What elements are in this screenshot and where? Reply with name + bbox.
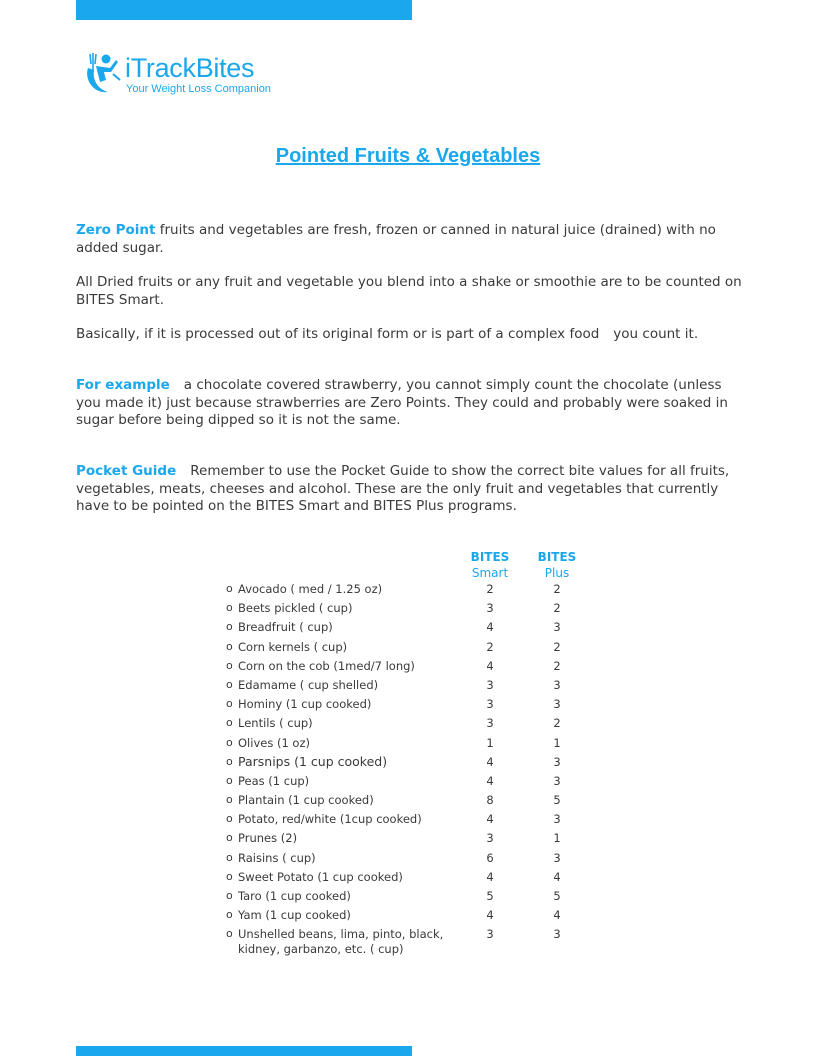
food-name: Yam (1 cup cooked) [238, 908, 351, 923]
pocket-guide-label: Pocket Guide [76, 463, 177, 479]
list-item [226, 772, 586, 791]
list-item [226, 829, 586, 848]
food-name: Edamame ( cup shelled) [238, 677, 379, 692]
bites-smart-value: 4 [486, 754, 494, 769]
list-bullet: o [226, 677, 233, 691]
food-name: Prunes (2) [238, 831, 298, 846]
list-item [226, 580, 586, 599]
bites-smart-value: 4 [486, 869, 494, 884]
zero-point-paragraph [76, 222, 746, 257]
bites-plus-value: 3 [553, 620, 561, 635]
example-label: For example [76, 377, 170, 393]
list-bullet: o [226, 831, 233, 845]
zero-point-text: fruits and vegetables are fresh, frozen or canned in natural juice (drained) with no added sugar. [76, 222, 716, 256]
list-item [226, 676, 586, 695]
food-name: Peas (1 cup) [238, 773, 310, 788]
bites-smart-value: 1 [486, 735, 494, 750]
list-item [226, 657, 586, 676]
bites-plus-value: 3 [553, 773, 561, 788]
bites-plus-value: 2 [553, 658, 561, 673]
list-item [226, 925, 586, 959]
food-name: Corn on the cob (1med/7 long) [238, 658, 415, 673]
bites-plus-value: 1 [553, 735, 561, 750]
list-item [226, 849, 586, 868]
list-item [226, 753, 586, 772]
bites-smart-value: 6 [486, 850, 494, 865]
food-name: Parsnips (1 cup cooked) [238, 753, 388, 769]
list-item [226, 734, 586, 753]
column-header-smart [460, 549, 520, 581]
list-item [226, 599, 586, 618]
bites-plus-value: 3 [553, 677, 561, 692]
list-item [226, 791, 586, 810]
bites-plus-value: 3 [553, 697, 561, 712]
bites-plus-value: 4 [553, 869, 561, 884]
bites-smart-value: 3 [486, 927, 494, 942]
bottom-accent-bar [76, 1046, 412, 1056]
food-name: Raisins ( cup) [238, 850, 316, 865]
list-bullet: o [226, 620, 233, 634]
bites-plus-value: 5 [553, 889, 561, 903]
zero-point-label: Zero Point [76, 222, 156, 238]
bites-plus-value: 3 [553, 812, 561, 827]
bites-smart-value: 3 [486, 601, 494, 616]
list-bullet: o [226, 889, 233, 902]
bites-smart-value: 8 [486, 793, 494, 808]
bites-smart-value: 5 [486, 889, 494, 903]
brand-tagline: Your Weight Loss Companion [126, 83, 271, 95]
food-name: Corn kernels ( cup) [238, 639, 348, 654]
list-bullet: o [226, 735, 233, 749]
bites-plus-value: 3 [553, 754, 561, 769]
pocket-guide-text: Remember to use the Pocket Guide to show the correct bite values for all fruits, vegetables, meats, cheeses and alcohol. These are the only fruit and vegetables that currently have to be pointed on the BITES Smart and BITES Plus programs. [76, 463, 730, 514]
list-bullet: o [226, 716, 233, 730]
bites-smart-value: 4 [486, 812, 494, 827]
list-item [226, 906, 586, 925]
bites-plus-value: 2 [553, 582, 561, 596]
food-bites-list [226, 580, 586, 959]
food-name: Plantain (1 cup cooked) [238, 793, 374, 808]
basically-text-a: Basically, if it is processed out of its original form or is part of a complex food [76, 326, 600, 342]
food-name: Sweet Potato (1 cup cooked) [238, 869, 403, 884]
bites-plus-value: 1 [553, 831, 561, 846]
list-bullet: o [226, 927, 233, 941]
list-item [226, 638, 586, 657]
food-name: Hominy (1 cup cooked) [238, 697, 372, 712]
column-header-plus-bottom: Plus [544, 566, 570, 580]
list-bullet: o [226, 658, 233, 672]
list-item [226, 810, 586, 829]
bites-smart-value: 4 [486, 620, 494, 635]
bites-smart-value: 3 [486, 677, 494, 692]
bites-plus-value: 2 [553, 639, 561, 654]
bites-smart-value: 3 [486, 716, 494, 731]
list-bullet: o [226, 601, 233, 615]
list-bullet: o [226, 582, 233, 595]
example-text: a chocolate covered strawberry, you cannot simply count the chocolate (unless you made it) just because strawberries are Zero Points. They could and probably were soaked in sugar before being dipped so it is not the same. [76, 377, 728, 428]
bites-plus-value: 2 [553, 601, 561, 616]
brand-name: iTrackBites [125, 53, 255, 83]
brand-logo [80, 50, 310, 100]
column-header-smart-top: BITES [470, 550, 510, 564]
page-title: Pointed Fruits & Vegetables [275, 145, 541, 167]
list-bullet: o [226, 639, 233, 653]
food-name: Breadfruit ( cup) [238, 620, 333, 635]
column-header-plus-top: BITES [537, 550, 577, 564]
runner-fork-icon [80, 50, 122, 98]
bites-smart-value: 3 [486, 697, 494, 712]
food-name: Beets pickled ( cup) [238, 601, 353, 616]
list-item [226, 714, 586, 733]
basically-text-b: you count it. [613, 326, 699, 342]
basically-paragraph [76, 326, 746, 344]
list-bullet: o [226, 812, 233, 826]
dried-fruit-paragraph: All Dried fruits or any fruit and vegetable you blend into a shake or smoothie are to be counted on BITES Smart. [76, 274, 742, 308]
food-name: Unshelled beans, lima, pinto, black, kidney, garbanzo, etc. ( cup) [238, 927, 444, 957]
pocket-guide-paragraph [76, 463, 746, 516]
list-item [226, 618, 586, 637]
food-name: Olives (1 oz) [238, 735, 310, 750]
example-paragraph [76, 377, 746, 430]
column-header-smart-bottom: Smart [471, 566, 509, 580]
column-header-plus [527, 549, 587, 581]
list-item [226, 887, 586, 906]
bites-smart-value: 4 [486, 908, 494, 923]
list-item [226, 695, 586, 714]
top-accent-bar [76, 0, 412, 20]
food-name: Taro (1 cup cooked) [238, 889, 351, 903]
list-bullet: o [226, 754, 233, 768]
food-name: Lentils ( cup) [238, 716, 313, 731]
list-bullet: o [226, 850, 233, 864]
bites-plus-value: 4 [553, 908, 561, 923]
list-item [226, 868, 586, 887]
bites-smart-value: 3 [486, 831, 494, 846]
bites-plus-value: 2 [553, 716, 561, 731]
bites-smart-value: 2 [486, 639, 494, 654]
bites-smart-value: 4 [486, 658, 494, 673]
list-bullet: o [226, 793, 233, 807]
food-name: Avocado ( med / 1.25 oz) [238, 582, 383, 596]
bites-smart-value: 4 [486, 773, 494, 788]
list-bullet: o [226, 773, 233, 787]
list-bullet: o [226, 908, 233, 922]
list-bullet: o [226, 869, 233, 883]
list-bullet: o [226, 697, 233, 711]
bites-plus-value: 3 [553, 850, 561, 865]
bites-plus-value: 5 [553, 793, 561, 808]
food-name: Potato, red/white (1cup cooked) [238, 812, 422, 827]
bites-plus-value: 3 [553, 927, 561, 942]
bites-smart-value: 2 [486, 582, 494, 596]
